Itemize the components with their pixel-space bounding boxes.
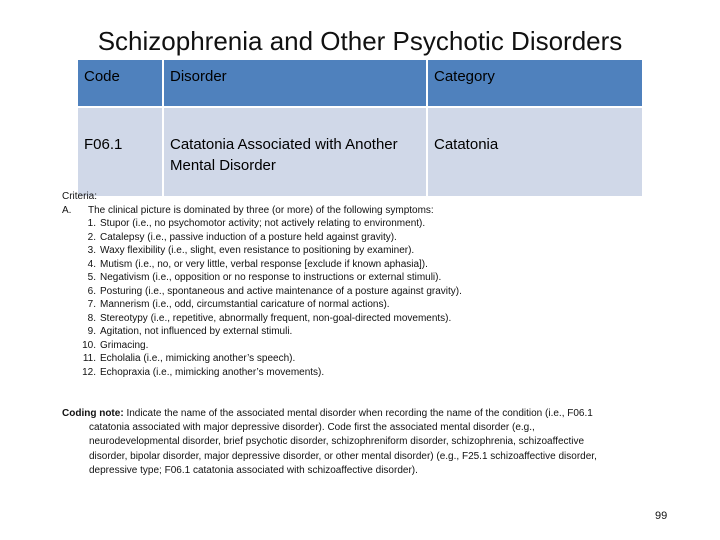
disorder-table [76, 58, 644, 198]
symptom-number: 7. [87, 299, 96, 310]
symptom-number: 9. [87, 326, 96, 337]
symptom-text: Agitation, not influenced by external stimuli. [100, 326, 293, 337]
header-category: Category [428, 60, 642, 106]
symptom-number: 2. [87, 231, 96, 243]
symptom-item [76, 258, 682, 272]
symptom-text: Echopraxia (i.e., mimicking another’s movements). [100, 366, 325, 378]
symptom-item [76, 244, 682, 258]
coding-note-line: depressive type; F06.1 catatonia associated with schizoaffective disorder). [89, 464, 418, 476]
coding-note-line: catatonia associated with major depressive disorder). Code first the associated mental disorder (e.g., [89, 422, 535, 434]
cell-disorder: Catatonia Associated with Another Mental Disorder [164, 108, 426, 196]
symptom-number: 1. [87, 218, 96, 229]
symptom-text: Negativism (i.e., opposition or no response to instructions or external stimuli). [100, 272, 442, 283]
page-number: 99 [655, 510, 668, 522]
symptom-number: 8. [87, 312, 96, 324]
symptom-text: Waxy flexibility (i.e., slight, even resistance to positioning by examiner). [100, 245, 415, 256]
symptom-item [76, 217, 682, 231]
criterion-a-letter: A. [62, 204, 72, 216]
symptom-item [76, 298, 682, 312]
symptom-text: Stupor (i.e., no psychomotor activity; not actively relating to environment). [100, 218, 426, 229]
symptom-item [76, 271, 682, 285]
symptom-item [76, 231, 682, 245]
header-disorder: Disorder [164, 60, 426, 106]
symptom-text: Grimacing. [100, 339, 149, 351]
coding-note-first-line: Indicate the name of the associated mental disorder when recording the name of the condition (i.e., F06.1 [126, 408, 593, 419]
symptom-item [76, 312, 682, 326]
symptom-number: 5. [87, 272, 96, 283]
cell-code: F06.1 [78, 108, 162, 196]
criteria-label: Criteria: [62, 191, 98, 202]
symptom-text: Mannerism (i.e., odd, circumstantial caricature of normal actions). [100, 299, 390, 310]
header-code: Code [78, 60, 162, 106]
symptom-item [76, 366, 682, 380]
coding-note-line: neurodevelopmental disorder, brief psychotic disorder, schizophreniform disorder, schizophrenia, schizoaffective [89, 436, 585, 448]
table-row [78, 108, 642, 196]
symptom-item [76, 339, 682, 353]
criterion-a-text: The clinical picture is dominated by three (or more) of the following symptoms: [88, 204, 434, 216]
symptom-item [76, 285, 682, 299]
symptom-list [62, 217, 682, 379]
symptom-item [76, 352, 682, 366]
coding-note-label: Coding note: [62, 408, 124, 419]
table-header-row [78, 60, 642, 106]
symptom-text: Posturing (i.e., spontaneous and active maintenance of a posture against gravity). [100, 285, 462, 297]
criterion-a [62, 204, 682, 218]
symptom-text: Echolalia (i.e., mimicking another’s speech). [100, 353, 296, 364]
page-title: Schizophrenia and Other Psychotic Disorders [97, 26, 623, 56]
symptom-item [76, 325, 682, 339]
symptom-number: 4. [87, 258, 96, 270]
coding-note [62, 407, 662, 478]
coding-note-line: disorder, bipolar disorder, major depressive disorder, or other mental disorder) (e.g., F25.1 schizoaffective disorder, [89, 450, 597, 462]
criteria-section [62, 190, 682, 379]
symptom-number: 10. [82, 339, 96, 351]
symptom-number: 6. [87, 285, 96, 297]
symptom-number: 12. [82, 366, 96, 378]
symptom-number: 3. [87, 245, 96, 256]
symptom-text: Mutism (i.e., no, or very little, verbal response [exclude if known aphasia]). [100, 258, 428, 270]
symptom-text: Catalepsy (i.e., passive induction of a posture held against gravity). [100, 231, 397, 243]
symptom-text: Stereotypy (i.e., repetitive, abnormally frequent, non-goal-directed movements). [100, 312, 452, 324]
symptom-number: 11. [82, 353, 96, 364]
cell-category: Catatonia [428, 108, 642, 196]
